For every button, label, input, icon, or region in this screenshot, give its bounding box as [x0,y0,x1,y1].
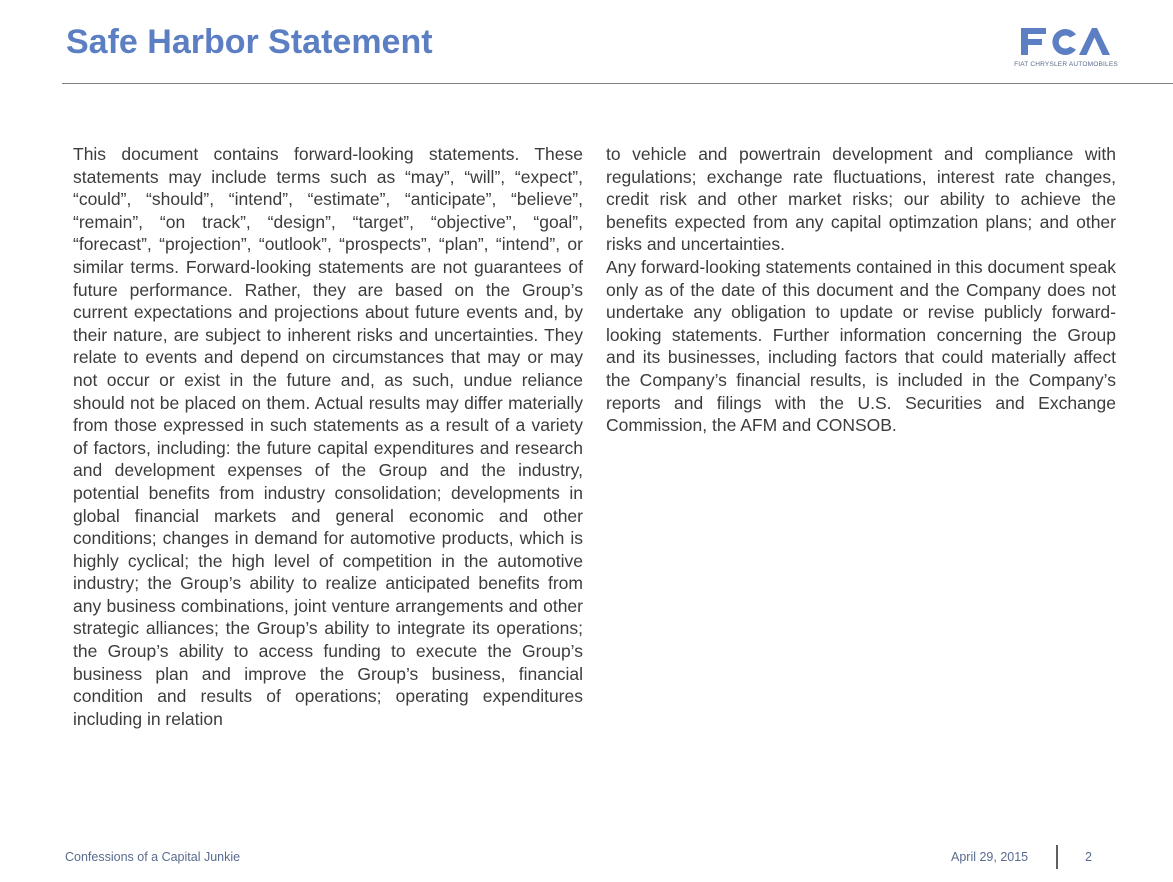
body-right-column [606,143,1116,437]
footer-separator [1056,845,1058,869]
body-left-column [73,143,583,730]
forward-looking-paragraph: This document contains forward-looking statements. These statements may include terms such as “may”, “will”, “expect”, “could”, “should”, “intend”, “estimate”, “anticipate”, “believe”, “remain”, “on track”, “design”, “target”, “objective”, “goal”, “forecast”, “projection”, “outlook”, “prospects”, “plan”, “intend”, or similar terms. Forward-looking statements are not guarantees of future performance. Rather, they are based on the Group’s current expectations and projections about future events and, by their nature, are subject to inherent risks and uncertainties. They relate to events and depend on circumstances that may or may not occur or exist in the future and, as such, undue reliance should not be placed on them. Actual results may differ materially from those expressed in such statements as a result of a variety of factors, including: the future capital expenditures and research and development expenses of the Group and the industry, potential benefits from industry consolidation; developments in global financial markets and general economic and other conditions; changes in demand for automotive products, which is highly cyclical; the high level of competition in the automotive industry; the Group’s ability to realize anticipated benefits from any business combinations, joint venture arrangements and other strategic alliances; the Group’s ability to integrate its operations; the Group’s ability to access funding to execute the Group’s business plan and improve the Group’s business, financial condition and results of operations; operating expenditures including in relation [73,144,583,729]
page-number: 2 [1085,850,1092,864]
logo-subtitle: FIAT CHRYSLER AUTOMOBILES [1014,61,1118,68]
footer-date: April 29, 2015 [951,850,1029,864]
fca-logo [996,22,1136,74]
fca-wordmark-logo-icon [1018,24,1114,58]
footer-source: Confessions of a Capital Junkie [65,850,241,864]
slide-title: Safe Harbor Statement [66,23,433,61]
risk-continuation-paragraph: to vehicle and powertrain development and compliance with regulations; exchange rate fluctuations, interest rate changes, credit risk and other market risks; our ability to achieve the benefits expected from any capital optimzation plans; and other risks and uncertainties. [606,144,1116,255]
disclaimer-paragraph: Any forward-looking statements contained in this document speak only as of the date of this document and the Company does not undertake any obligation to update or revise publicly forward-looking statements. Further information concerning the Group and its businesses, including factors that could materially affect the Company’s financial results, is included in the Company’s reports and filings with the U.S. Securities and Exchange Commission, the AFM and CONSOB. [606,256,1116,436]
header-divider [62,83,1173,84]
